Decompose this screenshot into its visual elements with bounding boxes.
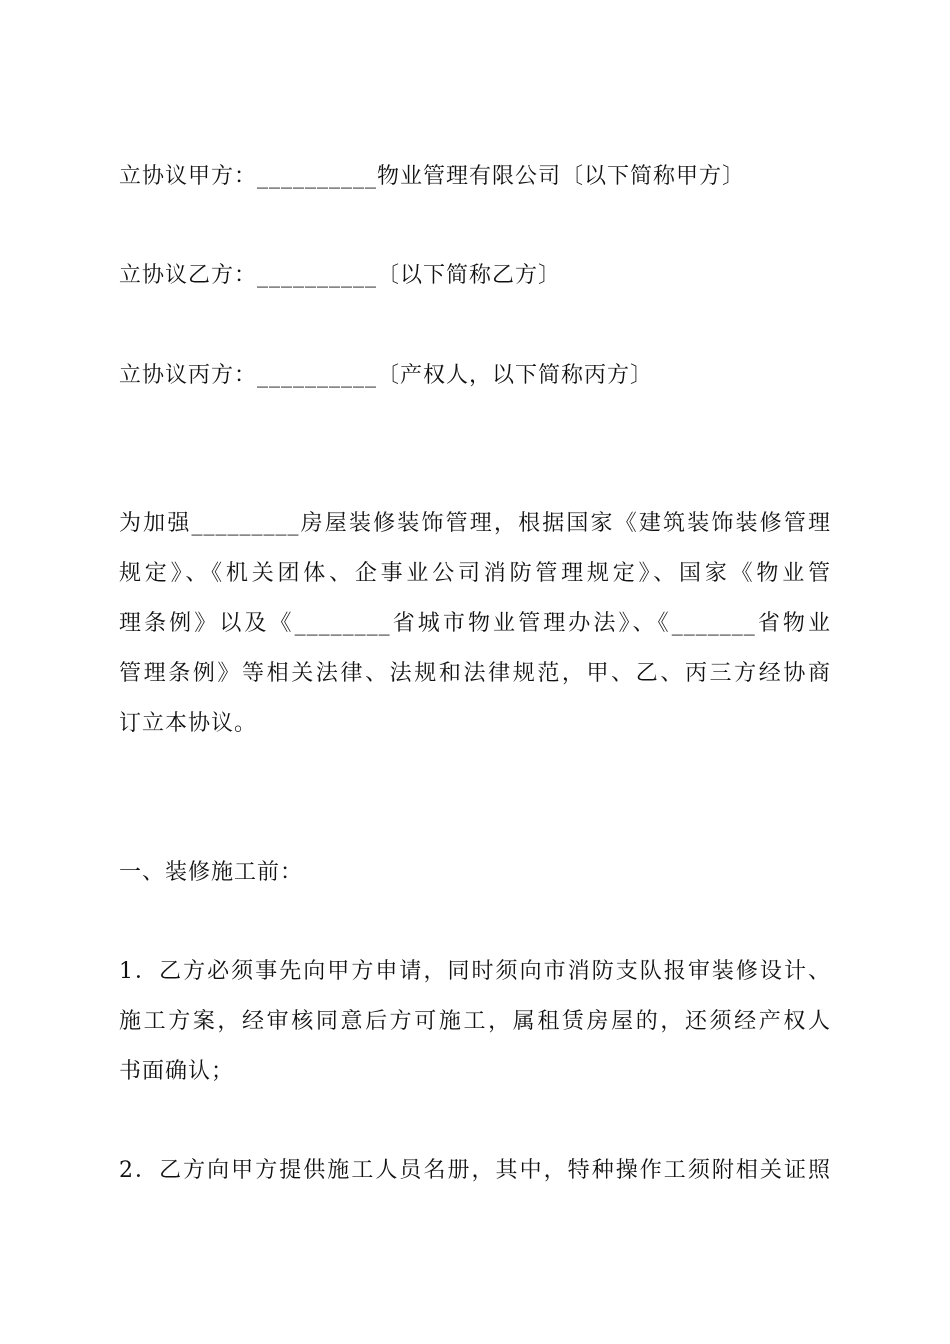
item-2-row: 2．乙方向甲方提供施工人员名册，其中，特种操作工须附相关证照 bbox=[119, 1158, 831, 1183]
preamble-row: 管理条例》等相关法律、法规和法律规范，甲、乙、丙三方经协商 bbox=[119, 661, 831, 686]
preamble-row: 规定》、《机关团体、企事业公司消防管理规定》、国家《物业管 bbox=[119, 561, 831, 586]
item-1-row: 书面确认； bbox=[119, 1059, 235, 1084]
item-2-paragraph bbox=[119, 1146, 831, 1196]
party-a-line: 立协议甲方：__________物业管理有限公司〔以下简称甲方〕 bbox=[119, 164, 746, 189]
section-1-heading: 一、装修施工前： bbox=[119, 860, 304, 885]
item-1-paragraph bbox=[119, 947, 831, 1097]
party-c-line: 立协议丙方：__________〔产权人，以下简称丙方〕 bbox=[119, 363, 654, 388]
item-1-row: 1．乙方必须事先向甲方申请，同时须向市消防支队报审装修设计、 bbox=[119, 959, 831, 984]
preamble-row: 为加强_________房屋装修装饰管理，根据国家《建筑装饰装修管理 bbox=[119, 511, 831, 536]
item-1-row: 施工方案，经审核同意后方可施工，属租赁房屋的，还须经产权人 bbox=[119, 1009, 831, 1034]
party-b-line: 立协议乙方：__________〔以下简称乙方〕 bbox=[119, 263, 562, 288]
preamble-paragraph bbox=[119, 499, 831, 749]
preamble-row: 理条例》以及《________省城市物业管理办法》、《_______省物业 bbox=[119, 611, 831, 636]
preamble-row: 订立本协议。 bbox=[119, 711, 258, 736]
